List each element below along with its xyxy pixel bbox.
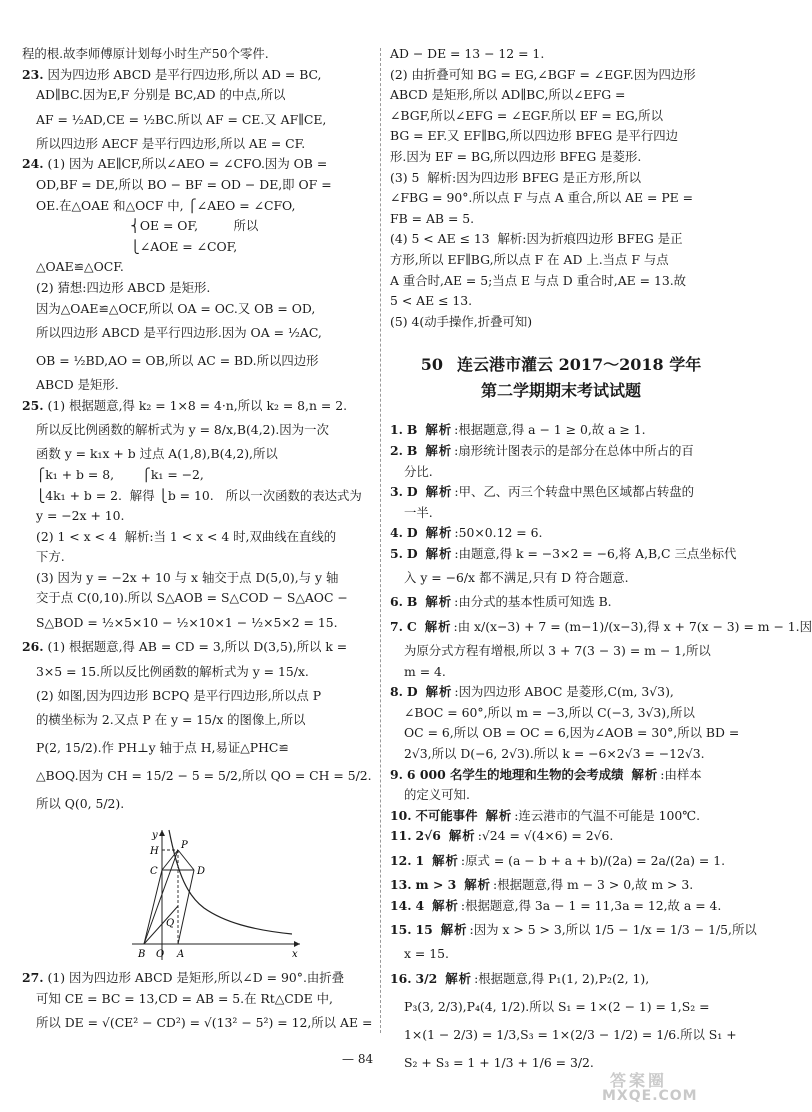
section-heading xyxy=(390,352,732,404)
text-line xyxy=(22,637,372,658)
line-text: P(2, 15/2).作 PH⊥y 轴于点 H,易证△PHC≌ xyxy=(36,740,289,756)
text-line xyxy=(22,257,372,278)
text-line xyxy=(22,444,372,465)
text-line xyxy=(22,154,372,175)
text-line xyxy=(22,65,372,86)
question-number: 13. xyxy=(390,877,412,892)
text-line xyxy=(390,229,732,250)
line-text: 所以四边形 AECF 是平行四边形,所以 AE = CF. xyxy=(36,135,306,151)
line-text: :甲、乙、丙三个转盘中黑色区域都占转盘的 xyxy=(454,484,695,500)
question-number: 15. xyxy=(390,922,412,938)
answer-value: D xyxy=(406,484,418,500)
question-number: 25. xyxy=(22,397,44,413)
left-text-block-2 xyxy=(22,968,372,1037)
text-line xyxy=(390,544,737,565)
text-line xyxy=(390,847,732,875)
line-text: (2) 猜想:四边形 ABCD 是矩形. xyxy=(36,279,211,295)
line-text: :原式 = (a − b + a + b)/(2a) = 2a/(2a) = 1. xyxy=(460,853,726,868)
line-text: 2√3,所以 D(−6, 2√3).所以 k = −6×2√3 = −12√3. xyxy=(404,746,705,762)
section-number: 50 xyxy=(420,355,444,375)
line-text: 因为四边形 ABCD 是平行四边形,所以 AD = BC, xyxy=(47,66,322,82)
x-arrow xyxy=(294,941,300,947)
text-line xyxy=(390,291,732,312)
line-text: FB = AB = 5. xyxy=(390,210,475,226)
line-text: 交于点 C(0,10).所以 S△AOB = S△COD − S△AOC − xyxy=(36,590,348,606)
line-text: :根据题意,得 a − 1 ≥ 0,故 a ≥ 1. xyxy=(454,422,646,438)
line-text: ⎩∠AOE = ∠COF, xyxy=(36,238,238,254)
text-line xyxy=(390,271,732,292)
text-line xyxy=(22,319,372,347)
text-line xyxy=(390,682,732,703)
question-number: 3. xyxy=(390,484,403,500)
text-line xyxy=(22,568,372,589)
line-text: :连云港市的气温不可能是 100℃. xyxy=(514,807,701,823)
text-line xyxy=(390,613,812,641)
line-text: y = −2x + 10. xyxy=(36,508,125,524)
segment-pd xyxy=(178,850,194,870)
segment-cb xyxy=(144,870,162,944)
analysis-label: 解析 xyxy=(485,807,513,823)
analysis-label: 解析 xyxy=(425,525,453,541)
question-number: 23. xyxy=(22,66,44,82)
y-arrow xyxy=(159,830,165,836)
watermark-top: 答案圈 xyxy=(610,1071,668,1090)
text-line xyxy=(390,188,732,209)
text-line xyxy=(390,896,732,917)
line-text: (4) 5 < AE ≤ 13 解析:因为折痕四边形 BFEG 是正 xyxy=(390,231,683,247)
watermark-bottom: MXQE.COM xyxy=(602,1088,698,1104)
segment-da xyxy=(178,870,194,944)
label-b: B xyxy=(138,949,146,961)
question-number: 4. xyxy=(390,525,403,541)
text-line xyxy=(390,826,732,847)
answer-value: D xyxy=(406,684,418,700)
text-line xyxy=(390,765,732,786)
question-number: 14. xyxy=(390,897,412,913)
line-text: 一半. xyxy=(404,504,433,520)
watermark-logo xyxy=(598,1068,744,1108)
answer-value: D xyxy=(406,525,418,541)
label-y: y xyxy=(152,830,158,842)
text-line xyxy=(390,806,732,827)
text-line xyxy=(22,734,372,762)
line-text: 所以反比例函数的解析式为 y = 8/x,B(4,2).因为一次 xyxy=(36,422,329,438)
line-text: ABCD 是矩形. xyxy=(36,377,119,393)
question-number: 8. xyxy=(390,684,403,700)
analysis-label: 解析 xyxy=(425,422,453,438)
right-text-block xyxy=(390,44,732,332)
analysis-label: 解析 xyxy=(425,684,453,700)
text-line xyxy=(390,944,732,965)
analysis-label: 解析 xyxy=(445,970,473,986)
text-line xyxy=(390,723,740,744)
line-text: ∠FBG = 90°.所以点 F 与点 A 重合,所以 AE = PE = xyxy=(390,190,694,206)
answer-value: D xyxy=(406,545,418,561)
line-text: △OAE≌△OCF. xyxy=(36,259,124,275)
line-text: AF = ½AD,CE = ½BC.所以 AF = CE.又 AF∥CE, xyxy=(36,111,327,127)
question-number: 11. xyxy=(390,828,412,844)
line-text: P₃(3, 2/3),P₄(4, 1/2).所以 S₁ = 1×(2 − 1) = 1,S₂ = xyxy=(404,998,710,1014)
text-line xyxy=(22,85,372,106)
label-d: D xyxy=(197,866,206,878)
analysis-label: 解析 xyxy=(425,442,453,458)
line-text: 可知 CE = BC = 13,CD = AB = 5.在 Rt△CDE 中, xyxy=(36,990,333,1006)
analysis-label: 解析 xyxy=(425,545,453,561)
line-text: 的定义可知. xyxy=(404,787,470,803)
line-text: 函数 y = k₁x + b 过点 A(1,8),B(4,2),所以 xyxy=(36,446,278,462)
line-text: :根据题意,得 m − 3 > 0,故 m > 3. xyxy=(493,877,694,892)
label-o: O xyxy=(156,949,165,961)
line-text: ∠BGF,所以∠EFG = ∠EGF.所以 EF = EG,所以 xyxy=(390,107,663,123)
line-text: OC = 6,所以 OB = OC = 6,因为∠AOB = 30°,所以 BD = xyxy=(404,725,740,741)
line-text: 方形,所以 EF∥BG,所以点 F 在 AD 上.当点 F 与点 xyxy=(390,251,669,267)
line-text: OE.在△OAE 和△OCF 中, ⎧∠AEO = ∠CFO, xyxy=(36,197,296,213)
answer-value: 15 xyxy=(415,922,433,938)
left-text-block xyxy=(22,44,372,818)
line-text: :50×0.12 = 6. xyxy=(454,525,543,541)
text-line xyxy=(390,126,732,147)
line-text: 下方. xyxy=(36,549,65,565)
text-line xyxy=(390,44,732,65)
answer-value: 3/2 xyxy=(415,970,438,986)
answer-value: 不可能事件 xyxy=(415,807,478,823)
question-number: 6. xyxy=(390,594,403,610)
line-text: A 重合时,AE = 5;当点 E 与点 D 重合时,AE = 13.故 xyxy=(390,272,687,288)
line-text: 因为△OAE≌△OCF,所以 OA = OC.又 OB = OD, xyxy=(36,300,316,316)
question-number: 24. xyxy=(22,156,44,172)
text-line xyxy=(22,134,372,155)
question-number: 9. xyxy=(390,766,403,782)
text-line xyxy=(22,278,372,299)
line-text: ⎨OE = OF, 所以 xyxy=(36,218,259,234)
text-line xyxy=(22,658,372,686)
text-line xyxy=(22,1009,372,1037)
answer-value: B xyxy=(406,442,418,458)
answer-value: C xyxy=(406,619,417,635)
question-number: 7. xyxy=(390,619,403,635)
line-text: 1×(1 − 2/3) = 1/3,S₃ = 1×(2/3 − 1/2) = 1/6.所以 S₁ + xyxy=(404,1026,737,1042)
text-line xyxy=(390,85,732,106)
text-line xyxy=(22,416,372,444)
line-text: (2) 由折叠可知 BG = EG,∠BGF = ∠EGF.因为四边形 xyxy=(390,66,696,82)
line-text: (1) 因为 AE∥CF,所以∠AEO = ∠CFO.因为 OB = xyxy=(47,156,328,172)
text-line xyxy=(22,790,372,818)
line-text: (1) 根据题意,得 AB = CD = 3,所以 D(3,5),所以 k = xyxy=(47,639,348,655)
section-title-line2: 第二学期期末考试试题 xyxy=(480,381,641,401)
label-h: H xyxy=(150,846,159,858)
question-number: 1. xyxy=(390,422,403,438)
line-text: :√24 = √(4×6) = 2√6. xyxy=(477,828,614,844)
line-text: OD,BF = DE,所以 BO − BF = OD − DE,即 OF = xyxy=(36,176,332,192)
text-line xyxy=(390,744,732,765)
answer-value: B xyxy=(406,594,418,610)
line-text: 3×5 = 15.所以反比例函数的解析式为 y = 15/x. xyxy=(36,663,309,679)
section-title-line1: 连云港市灌云 2017～2018 学年 xyxy=(457,355,702,375)
question-number: 5. xyxy=(390,545,403,561)
text-line xyxy=(390,168,732,189)
text-line xyxy=(22,486,372,507)
line-text: 程的根.故李师傅原计划每小时生产50个零件. xyxy=(22,46,269,61)
line-text: 所以 DE = √(CE² − CD²) = √(13² − 5²) = 12,所以 AE = xyxy=(36,1015,373,1031)
line-text: (5) 4(动手操作,折叠可知) xyxy=(390,313,533,329)
line-text: 入 y = −6/x 都不满足,只有 D 符合题意. xyxy=(404,570,629,586)
line-text: ⎩4k₁ + b = 2. 解得 ⎩b = 10. 所以一次函数的表达式为 xyxy=(36,487,362,503)
text-line xyxy=(390,420,732,441)
segment-bp xyxy=(144,850,178,944)
line-text: (1) 因为四边形 ABCD 是矩形,所以∠D = 90°.由折叠 xyxy=(47,970,345,986)
text-line xyxy=(390,482,732,503)
text-line xyxy=(390,312,732,333)
line-text: 所以四边形 ABCD 是平行四边形.因为 OA = ½AC, xyxy=(36,325,322,341)
line-text: m = 4. xyxy=(404,663,446,679)
line-text: 分比. xyxy=(404,463,433,479)
figure-graph xyxy=(22,826,372,964)
line-text: S△BOD = ½×5×10 − ½×10×1 − ½×5×2 = 15. xyxy=(36,615,338,631)
text-line xyxy=(390,147,732,168)
analysis-label: 解析 xyxy=(464,877,492,892)
line-text: 为原分式方程有增根,所以 3 + 7(3 − 3) = m − 1,所以 xyxy=(404,643,711,659)
text-line xyxy=(390,875,732,896)
line-text: :因为四边形 ABOC 是菱形,C(m, 3√3), xyxy=(454,684,674,700)
line-text: :扇形统计图表示的是部分在总体中所占的百 xyxy=(454,442,694,458)
text-line xyxy=(390,65,732,86)
text-line xyxy=(22,506,372,527)
answer-value: 6 000 名学生的地理和生物的会考成绩 xyxy=(406,766,624,782)
text-line xyxy=(390,441,732,462)
label-q: Q xyxy=(166,918,175,930)
analysis-label: 解析 xyxy=(425,484,453,500)
line-text: (2) 1 < x < 4 解析:当 1 < x < 4 时,双曲线在直线的 xyxy=(36,528,337,544)
text-line xyxy=(22,196,372,217)
answer-value: 4 xyxy=(415,897,425,913)
text-line xyxy=(390,250,732,271)
analysis-label: 解析 xyxy=(631,766,659,782)
line-text: AD∥BC.因为E,F 分别是 BC,AD 的中点,所以 xyxy=(36,87,286,103)
label-c: C xyxy=(150,866,158,878)
text-line xyxy=(22,465,372,486)
text-line xyxy=(22,547,372,568)
text-line xyxy=(22,106,372,134)
text-line xyxy=(22,706,372,734)
analysis-label: 解析 xyxy=(425,594,453,610)
line-text: 形.因为 EF = BG,所以四边形 BFEG 是菱形. xyxy=(390,148,642,164)
line-text: ⎧k₁ + b = 8, ⎧k₁ = −2, xyxy=(36,466,204,482)
line-text: :因为 x > 5 > 3,所以 1/5 − 1/x = 1/3 − 1/5,所以 xyxy=(469,922,757,938)
text-line xyxy=(390,523,732,544)
line-text: ∠BOC = 60°,所以 m = −3,所以 C(−3, 3√3),所以 xyxy=(404,704,695,720)
label-p: P xyxy=(181,840,188,852)
graph-svg xyxy=(122,826,302,964)
line-text: :由样本 xyxy=(660,766,702,782)
answer-value: m > 3 xyxy=(415,877,457,892)
text-line xyxy=(22,762,372,790)
text-line xyxy=(390,462,732,483)
line-text: 所以 Q(0, 5/2). xyxy=(36,796,125,812)
text-line xyxy=(390,1021,737,1049)
line-text: OB = ½BD,AO = OB,所以 AC = BD.所以四边形 xyxy=(36,353,319,369)
answer-value: 1 xyxy=(415,853,425,868)
text-line xyxy=(390,785,732,806)
line-text: AD − DE = 13 − 12 = 1. xyxy=(390,46,545,61)
text-line xyxy=(390,503,732,524)
text-line xyxy=(390,703,732,724)
question-number: 10. xyxy=(390,807,412,823)
line-text: (3) 5 解析:因为四边形 BFEG 是正方形,所以 xyxy=(390,169,641,185)
line-text: ABCD 是矩形,所以 AD∥BC,所以∠EFG = xyxy=(390,87,626,103)
text-line xyxy=(22,175,372,196)
answer-list xyxy=(390,420,812,1076)
line-text: :由题意,得 k = −3×2 = −6,将 A,B,C 三点坐标代 xyxy=(454,545,737,561)
line-text: (1) 根据题意,得 k₂ = 1×8 = 4·n,所以 k₂ = 8,n = 2. xyxy=(47,397,348,413)
text-line xyxy=(390,965,732,993)
right-column xyxy=(390,44,812,1077)
text-line xyxy=(390,106,732,127)
answer-value: 2√6 xyxy=(415,828,441,844)
text-line xyxy=(22,347,372,375)
question-number: 12. xyxy=(390,853,412,868)
question-number: 26. xyxy=(22,639,44,655)
text-line xyxy=(22,375,372,396)
text-line xyxy=(22,299,372,320)
text-line xyxy=(22,609,372,637)
text-line xyxy=(390,592,732,613)
text-line xyxy=(390,641,732,662)
text-line xyxy=(22,396,372,417)
analysis-label: 解析 xyxy=(424,619,452,635)
line-text: :根据题意,得 P₁(1, 2),P₂(2, 1), xyxy=(474,970,650,986)
analysis-label: 解析 xyxy=(448,828,476,844)
line-text: :根据题意,得 3a − 1 = 11,3a = 12,故 a = 4. xyxy=(460,897,722,913)
question-number: 2. xyxy=(390,442,403,458)
text-line xyxy=(22,989,372,1010)
line-text: 5 < AE ≤ 13. xyxy=(390,293,473,309)
text-line xyxy=(390,662,732,683)
text-line xyxy=(390,993,732,1021)
line-text: 的横坐标为 2.又点 P 在 y = 15/x 的图像上,所以 xyxy=(36,712,306,728)
text-line xyxy=(390,209,732,230)
line-text: (2) 如图,因为四边形 BCPQ 是平行四边形,所以点 P xyxy=(36,687,322,703)
line-text: :由 x/(x−3) + 7 = (m−1)/(x−3),得 x + 7(x − 3) = m − 1.因 xyxy=(453,619,812,635)
text-line xyxy=(22,686,372,707)
text-line xyxy=(22,588,372,609)
text-line xyxy=(390,564,732,592)
text-line xyxy=(22,968,372,989)
text-line xyxy=(22,237,372,258)
text-line xyxy=(22,216,372,237)
label-a: A xyxy=(177,949,185,961)
line-text: x = 15. xyxy=(404,946,449,962)
line-text: :由分式的基本性质可知选 B. xyxy=(454,594,612,610)
analysis-label: 解析 xyxy=(432,853,459,868)
analysis-label: 解析 xyxy=(440,922,468,938)
label-x: x xyxy=(292,949,298,961)
text-line xyxy=(22,527,372,548)
line-text: (3) 因为 y = −2x + 10 与 x 轴交于点 D(5,0),与 y 轴 xyxy=(36,569,339,585)
answer-value: B xyxy=(406,422,418,438)
question-number: 16. xyxy=(390,970,412,986)
text-line xyxy=(22,44,372,65)
column-divider xyxy=(380,48,381,1033)
question-number: 27. xyxy=(22,970,44,986)
line-text: △BOQ.因为 CH = 15/2 − 5 = 5/2,所以 QO = CH = 5/2. xyxy=(36,768,372,784)
text-line xyxy=(390,916,757,944)
analysis-label: 解析 xyxy=(432,897,459,913)
line-text: S₂ + S₃ = 1 + 1/3 + 1/6 = 3/2. xyxy=(404,1054,594,1070)
page-number: — 84 xyxy=(342,1052,374,1066)
left-column xyxy=(22,44,372,1037)
line-text: BG = EF.又 EF∥BG,所以四边形 BFEG 是平行四边 xyxy=(390,128,678,144)
